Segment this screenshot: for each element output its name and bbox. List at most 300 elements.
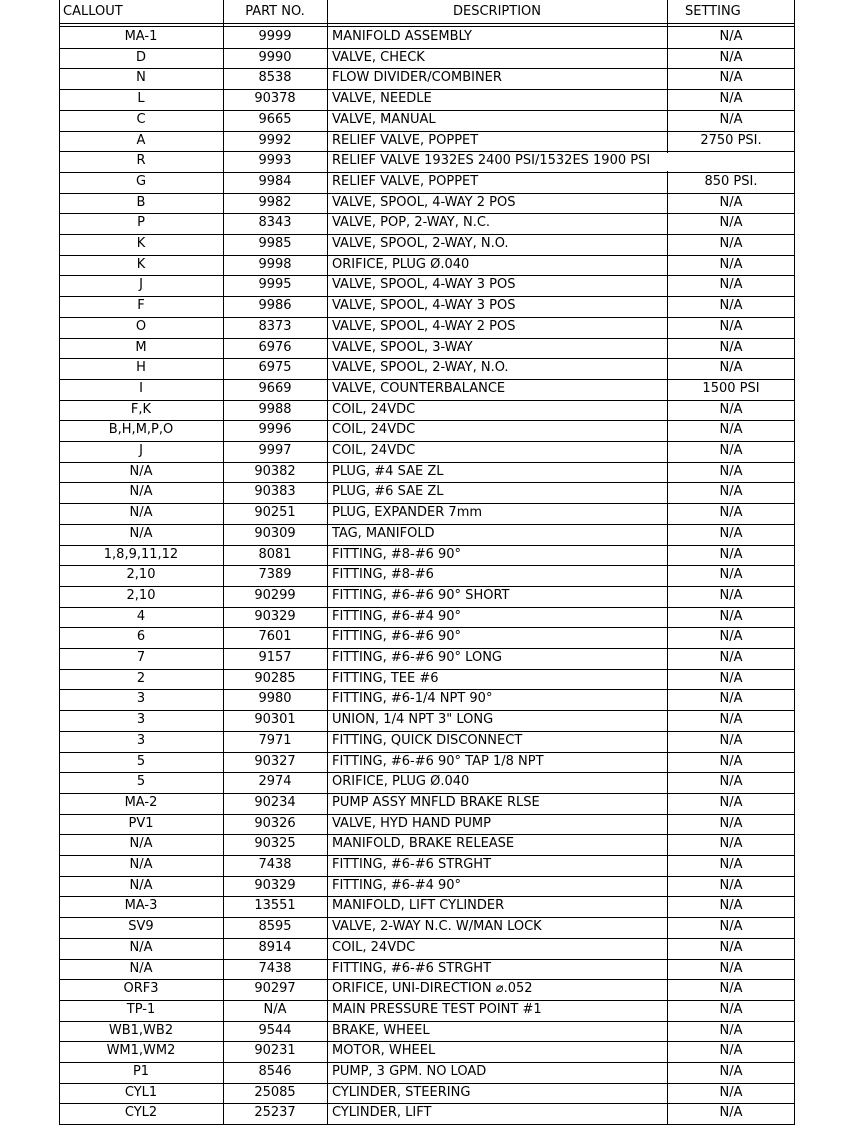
cell-callout: N/A xyxy=(129,939,153,955)
cell-description: FITTING, #6-#6 90° xyxy=(332,629,462,645)
cell-callout: O xyxy=(135,318,147,334)
cell-description: MANIFOLD, LIFT CYLINDER xyxy=(332,898,505,914)
row-divider xyxy=(59,565,795,566)
cell-part-no: 90297 xyxy=(254,981,296,997)
cell-callout: 2,10 xyxy=(126,587,156,603)
table-row xyxy=(59,1062,795,1083)
cell-part-no: 7389 xyxy=(258,567,292,583)
cell-part-no: 8595 xyxy=(258,919,292,935)
row-divider xyxy=(59,68,795,69)
row-divider xyxy=(59,669,795,670)
table-row xyxy=(59,1041,795,1062)
cell-description: COIL, 24VDC xyxy=(332,401,416,417)
table-row xyxy=(59,524,795,545)
cell-callout: 1,8,9,11,12 xyxy=(103,546,179,562)
cell-description: COIL, 24VDC xyxy=(332,443,416,458)
cell-description: CYLINDER, LIFT xyxy=(332,1105,432,1121)
row-divider xyxy=(59,917,795,918)
cell-description: PLUG, #6 SAE ZL xyxy=(332,484,444,500)
cell-description: VALVE, CHECK xyxy=(332,49,425,65)
row-divider xyxy=(59,938,795,939)
cell-part-no: 7601 xyxy=(258,629,292,645)
table-row xyxy=(59,1000,795,1021)
header-setting: SETTING xyxy=(685,4,741,19)
cell-setting: N/A xyxy=(719,422,743,438)
cell-part-no: 90299 xyxy=(254,587,296,603)
cell-callout: 6 xyxy=(136,629,146,645)
table-row xyxy=(59,400,795,421)
table-row xyxy=(59,213,795,234)
cell-description: VALVE, SPOOL, 4-WAY 2 POS xyxy=(332,194,516,210)
cell-callout: ORF3 xyxy=(123,981,159,997)
cell-part-no: 9988 xyxy=(258,401,292,417)
cell-setting: N/A xyxy=(719,732,743,748)
table-header xyxy=(59,0,795,23)
cell-setting: N/A xyxy=(719,1022,743,1038)
cell-setting: N/A xyxy=(719,111,743,127)
cell-callout: B,H,M,P,O xyxy=(108,422,174,438)
table-row xyxy=(59,545,795,566)
table-row xyxy=(59,131,795,152)
cell-part-no: 9995 xyxy=(258,277,292,293)
cell-callout: 3 xyxy=(136,691,146,707)
row-divider xyxy=(59,876,795,877)
cell-callout: MA-1 xyxy=(124,29,158,44)
cell-part-no: 9986 xyxy=(258,298,292,314)
cell-part-no: 90329 xyxy=(254,877,296,893)
cell-callout: 5 xyxy=(136,753,146,769)
cell-description: FITTING, #6-#6 STRGHT xyxy=(332,960,492,976)
row-divider xyxy=(59,524,795,525)
cell-callout: P xyxy=(137,215,145,231)
cell-callout: 2 xyxy=(136,670,146,686)
table-row xyxy=(59,1083,795,1104)
cell-callout: N/A xyxy=(129,960,153,976)
cell-description: FITTING, #6-#6 90° LONG xyxy=(332,650,502,665)
cell-description: MAIN PRESSURE TEST POINT #1 xyxy=(332,1001,542,1017)
cell-callout: WB1,WB2 xyxy=(108,1022,174,1038)
cell-description: ORIFICE, PLUG Ø.040 xyxy=(332,774,470,790)
cell-callout: TP-1 xyxy=(126,1001,156,1017)
table-row xyxy=(59,110,795,131)
column-divider xyxy=(794,0,795,1124)
cell-part-no: 90231 xyxy=(254,1043,296,1059)
cell-setting: N/A xyxy=(719,836,743,852)
cell-callout: J xyxy=(139,443,143,458)
cell-setting: N/A xyxy=(719,670,743,686)
cell-setting: N/A xyxy=(719,525,743,541)
table-row xyxy=(59,151,795,172)
cell-part-no: 9992 xyxy=(258,132,292,148)
table-row xyxy=(59,68,795,89)
cell-setting: N/A xyxy=(719,1105,743,1121)
cell-description: FLOW DIVIDER/COMBINER xyxy=(332,70,502,86)
row-divider xyxy=(59,1083,795,1084)
row-divider xyxy=(59,131,795,132)
cell-description: VALVE, 2-WAY N.C. W/MAN LOCK xyxy=(332,919,542,935)
row-divider xyxy=(59,752,795,753)
cell-callout: K xyxy=(136,256,146,272)
cell-part-no: 90325 xyxy=(254,836,296,852)
cell-description: PUMP, 3 GPM. NO LOAD xyxy=(332,1064,487,1079)
cell-description: PLUG, #4 SAE ZL xyxy=(332,463,444,479)
table-row xyxy=(59,172,795,193)
cell-description: FITTING, #8-#6 90° xyxy=(332,546,462,562)
table-row xyxy=(59,275,795,296)
cell-callout: MA-3 xyxy=(124,898,158,914)
cell-description: COIL, 24VDC xyxy=(332,939,416,955)
cell-setting: N/A xyxy=(719,401,743,417)
row-divider xyxy=(59,710,795,711)
cell-callout: N/A xyxy=(129,877,153,893)
table-row xyxy=(59,1103,795,1124)
cell-setting: N/A xyxy=(719,981,743,997)
cell-setting: N/A xyxy=(719,49,743,65)
cell-setting: N/A xyxy=(719,91,743,107)
cell-callout: G xyxy=(135,173,147,189)
cell-callout: P1 xyxy=(132,1064,150,1079)
cell-callout: 7 xyxy=(136,650,146,665)
cell-description: CYLINDER, STEERING xyxy=(332,1084,471,1100)
row-divider xyxy=(59,545,795,546)
cell-description: BRAKE, WHEEL xyxy=(332,1022,430,1038)
row-divider xyxy=(59,855,795,856)
row-divider xyxy=(59,110,795,111)
row-divider xyxy=(59,482,795,483)
column-divider xyxy=(327,0,328,1124)
row-divider xyxy=(59,234,795,235)
cell-setting: N/A xyxy=(719,774,743,790)
table-row xyxy=(59,731,795,752)
cell-part-no: 9980 xyxy=(258,691,292,707)
cell-part-no: 90383 xyxy=(254,484,296,500)
table-row xyxy=(59,48,795,69)
cell-description: FITTING, #6-#4 90° xyxy=(332,877,462,893)
cell-setting: N/A xyxy=(719,691,743,707)
cell-description: VALVE, COUNTERBALANCE xyxy=(332,380,506,396)
table-row xyxy=(59,710,795,731)
cell-setting: 1500 PSI xyxy=(702,380,760,396)
cell-description: FITTING, QUICK DISCONNECT xyxy=(332,732,523,748)
cell-setting: N/A xyxy=(719,898,743,914)
cell-description: RELIEF VALVE, POPPET xyxy=(332,173,479,189)
row-divider xyxy=(59,834,795,835)
cell-part-no: 9990 xyxy=(258,49,292,65)
table-row xyxy=(59,752,795,773)
cell-callout: H xyxy=(136,360,146,376)
table-row xyxy=(59,959,795,980)
row-divider xyxy=(59,48,795,49)
table-row xyxy=(59,607,795,628)
table-row xyxy=(59,1021,795,1042)
header-description: DESCRIPTION xyxy=(453,4,541,19)
cell-setting: N/A xyxy=(719,360,743,376)
cell-description: VALVE, SPOOL, 4-WAY 2 POS xyxy=(332,318,516,334)
parts-list-table xyxy=(59,0,795,1122)
cell-callout: 2,10 xyxy=(126,567,156,583)
row-divider xyxy=(59,151,795,152)
cell-part-no: 90285 xyxy=(254,670,296,686)
cell-callout: 3 xyxy=(136,712,146,728)
cell-setting: N/A xyxy=(719,857,743,872)
cell-description: FITTING, #6-#4 90° xyxy=(332,608,462,624)
row-divider xyxy=(59,338,795,339)
cell-description: VALVE, SPOOL, 4-WAY 3 POS xyxy=(332,298,516,314)
cell-callout: D xyxy=(135,49,146,65)
cell-description: PUMP ASSY MNFLD BRAKE RLSE xyxy=(332,794,540,810)
cell-callout: I xyxy=(139,380,143,396)
cell-setting: N/A xyxy=(719,29,743,44)
table-row xyxy=(59,627,795,648)
cell-description: FITTING, #6-1/4 NPT 90° xyxy=(332,691,493,707)
cell-setting: N/A xyxy=(719,815,743,831)
cell-part-no: 8343 xyxy=(258,215,292,231)
cell-callout: SV9 xyxy=(128,919,154,935)
cell-callout: 5 xyxy=(136,774,146,790)
cell-part-no: 90378 xyxy=(254,91,296,107)
table-row xyxy=(59,317,795,338)
row-divider xyxy=(59,979,795,980)
cell-description: VALVE, HYD HAND PUMP xyxy=(332,815,491,831)
cell-setting: N/A xyxy=(719,236,743,251)
column-divider xyxy=(59,0,60,1124)
cell-description: VALVE, SPOOL, 3-WAY xyxy=(332,339,473,355)
table-row xyxy=(59,296,795,317)
cell-part-no: 25237 xyxy=(254,1105,296,1121)
cell-callout: CYL2 xyxy=(124,1105,158,1121)
cell-callout: N/A xyxy=(129,836,153,852)
table-row xyxy=(59,648,795,669)
cell-callout: F xyxy=(137,298,145,314)
cell-setting: N/A xyxy=(719,712,743,728)
row-divider xyxy=(59,1103,795,1104)
header-divider-lower xyxy=(59,26,795,27)
cell-part-no: 13551 xyxy=(254,898,296,914)
cell-callout: PV1 xyxy=(128,815,154,831)
row-divider xyxy=(59,1062,795,1063)
cell-setting: N/A xyxy=(719,919,743,935)
table-row xyxy=(59,193,795,214)
cell-setting: N/A xyxy=(719,339,743,355)
cell-callout: N/A xyxy=(129,484,153,500)
cell-part-no: 90309 xyxy=(254,525,296,541)
cell-setting: N/A xyxy=(719,1043,743,1059)
cell-description: ORIFICE, PLUG Ø.040 xyxy=(332,256,470,272)
table-row xyxy=(59,689,795,710)
cell-description: PLUG, EXPANDER 7mm xyxy=(332,505,483,521)
table-row xyxy=(59,338,795,359)
table-row xyxy=(59,896,795,917)
cell-part-no: 7438 xyxy=(258,857,292,872)
row-divider xyxy=(59,89,795,90)
cell-callout: N/A xyxy=(129,463,153,479)
table-row xyxy=(59,917,795,938)
cell-part-no: 9999 xyxy=(258,29,292,44)
row-divider xyxy=(59,441,795,442)
cell-description: VALVE, POP, 2-WAY, N.C. xyxy=(332,215,491,231)
cell-part-no: 9984 xyxy=(258,173,292,189)
cell-callout: CYL1 xyxy=(124,1084,158,1100)
cell-part-no: 9665 xyxy=(258,111,292,127)
row-divider xyxy=(59,814,795,815)
cell-part-no: 9996 xyxy=(258,422,292,438)
row-divider xyxy=(59,400,795,401)
row-divider xyxy=(59,193,795,194)
cell-setting: N/A xyxy=(719,753,743,769)
row-divider xyxy=(59,503,795,504)
header-divider xyxy=(59,23,795,24)
row-divider xyxy=(59,420,795,421)
row-divider xyxy=(59,275,795,276)
table-row xyxy=(59,772,795,793)
cell-description: MANIFOLD ASSEMBLY xyxy=(332,29,472,44)
cell-setting: N/A xyxy=(719,194,743,210)
cell-callout: K xyxy=(136,236,146,251)
cell-setting: N/A xyxy=(719,1064,743,1079)
cell-setting: N/A xyxy=(719,298,743,314)
span-mask xyxy=(665,153,670,172)
cell-description: MOTOR, WHEEL xyxy=(332,1043,436,1059)
column-divider xyxy=(223,0,224,1124)
cell-description: VALVE, SPOOL, 2-WAY, N.O. xyxy=(332,360,509,376)
cell-callout: N/A xyxy=(129,857,153,872)
cell-part-no: 8546 xyxy=(258,1064,292,1079)
cell-setting: N/A xyxy=(719,1001,743,1017)
cell-part-no: 8538 xyxy=(258,70,292,86)
cell-callout: MA-2 xyxy=(124,794,158,810)
row-divider xyxy=(59,255,795,256)
cell-description: FITTING, #8-#6 xyxy=(332,567,434,583)
cell-description: TAG, MANIFOLD xyxy=(332,525,435,541)
row-divider xyxy=(59,1041,795,1042)
table-row xyxy=(59,89,795,110)
cell-setting: 2750 PSI. xyxy=(700,132,762,148)
cell-callout: N/A xyxy=(129,525,153,541)
row-divider xyxy=(59,358,795,359)
cell-callout: 3 xyxy=(136,732,146,748)
cell-callout: R xyxy=(136,153,146,169)
cell-setting: N/A xyxy=(719,546,743,562)
header-part-no: PART NO. xyxy=(245,4,305,19)
cell-part-no: 9544 xyxy=(258,1022,292,1038)
cell-part-no: 7971 xyxy=(258,732,292,748)
row-divider xyxy=(59,627,795,628)
cell-callout: F,K xyxy=(130,401,152,417)
row-divider xyxy=(59,586,795,587)
cell-part-no: 90326 xyxy=(254,815,296,831)
cell-setting: N/A xyxy=(719,318,743,334)
cell-description: MANIFOLD, BRAKE RELEASE xyxy=(332,836,515,852)
cell-setting: N/A xyxy=(719,960,743,976)
cell-part-no: 25085 xyxy=(254,1084,296,1100)
row-divider xyxy=(59,793,795,794)
table-row xyxy=(59,814,795,835)
table-row xyxy=(59,586,795,607)
cell-callout: 4 xyxy=(136,608,146,624)
table-row xyxy=(59,834,795,855)
row-divider xyxy=(59,896,795,897)
table-row xyxy=(59,462,795,483)
cell-callout: N xyxy=(136,70,146,86)
table-row xyxy=(59,255,795,276)
cell-setting: N/A xyxy=(719,70,743,86)
cell-part-no: N/A xyxy=(263,1001,287,1017)
cell-setting: N/A xyxy=(719,650,743,665)
cell-setting: N/A xyxy=(719,256,743,272)
cell-part-no: 6975 xyxy=(258,360,292,376)
cell-setting: N/A xyxy=(719,877,743,893)
table-row xyxy=(59,565,795,586)
cell-setting: 850 PSI. xyxy=(704,173,758,189)
cell-setting: N/A xyxy=(719,215,743,231)
cell-setting: N/A xyxy=(719,277,743,293)
cell-part-no: 9997 xyxy=(258,443,292,458)
cell-description: VALVE, NEEDLE xyxy=(332,91,432,107)
cell-part-no: 9669 xyxy=(258,380,292,396)
table-row xyxy=(59,482,795,503)
cell-description: RELIEF VALVE 1932ES 2400 PSI/1532ES 1900 PSI xyxy=(332,153,651,169)
row-divider xyxy=(59,731,795,732)
table-row xyxy=(59,27,795,48)
cell-description: UNION, 1/4 NPT 3" LONG xyxy=(332,712,494,728)
row-divider xyxy=(59,689,795,690)
cell-setting: N/A xyxy=(719,794,743,810)
cell-description: VALVE, MANUAL xyxy=(332,111,436,127)
row-divider xyxy=(59,607,795,608)
cell-part-no: 9985 xyxy=(258,236,292,251)
cell-description: FITTING, #6-#6 90° SHORT xyxy=(332,587,510,603)
row-divider xyxy=(59,1021,795,1022)
cell-callout: A xyxy=(136,132,146,148)
table-row xyxy=(59,420,795,441)
cell-callout: WM1,WM2 xyxy=(106,1043,176,1059)
cell-part-no: 6976 xyxy=(258,339,292,355)
cell-part-no: 90251 xyxy=(254,505,296,521)
table-row xyxy=(59,855,795,876)
cell-setting: N/A xyxy=(719,1084,743,1100)
cell-description: ORIFICE, UNI-DIRECTION ⌀.052 xyxy=(332,981,533,997)
cell-part-no: 90329 xyxy=(254,608,296,624)
cell-description: FITTING, #6-#6 STRGHT xyxy=(332,857,492,872)
cell-description: FITTING, TEE #6 xyxy=(332,670,439,686)
table-row xyxy=(59,503,795,524)
cell-setting: N/A xyxy=(719,567,743,583)
cell-description: RELIEF VALVE, POPPET xyxy=(332,132,479,148)
cell-description: VALVE, SPOOL, 2-WAY, N.O. xyxy=(332,236,509,251)
row-divider xyxy=(59,213,795,214)
cell-part-no: 8373 xyxy=(258,318,292,334)
row-divider xyxy=(59,379,795,380)
cell-part-no: 8914 xyxy=(258,939,292,955)
cell-setting xyxy=(667,151,795,172)
cell-part-no: 90382 xyxy=(254,463,296,479)
table-row xyxy=(59,358,795,379)
cell-part-no: 9993 xyxy=(258,153,292,169)
table-row xyxy=(59,979,795,1000)
cell-callout: C xyxy=(136,111,146,127)
cell-callout: N/A xyxy=(129,505,153,521)
cell-part-no: 9998 xyxy=(258,256,292,272)
row-divider xyxy=(59,772,795,773)
cell-description: FITTING, #6-#6 90° TAP 1/8 NPT xyxy=(332,753,544,769)
table-row xyxy=(59,876,795,897)
cell-setting: N/A xyxy=(719,587,743,603)
row-divider xyxy=(59,959,795,960)
row-divider xyxy=(59,317,795,318)
table-row xyxy=(59,234,795,255)
cell-part-no: 9157 xyxy=(258,650,292,665)
cell-setting: N/A xyxy=(719,505,743,521)
